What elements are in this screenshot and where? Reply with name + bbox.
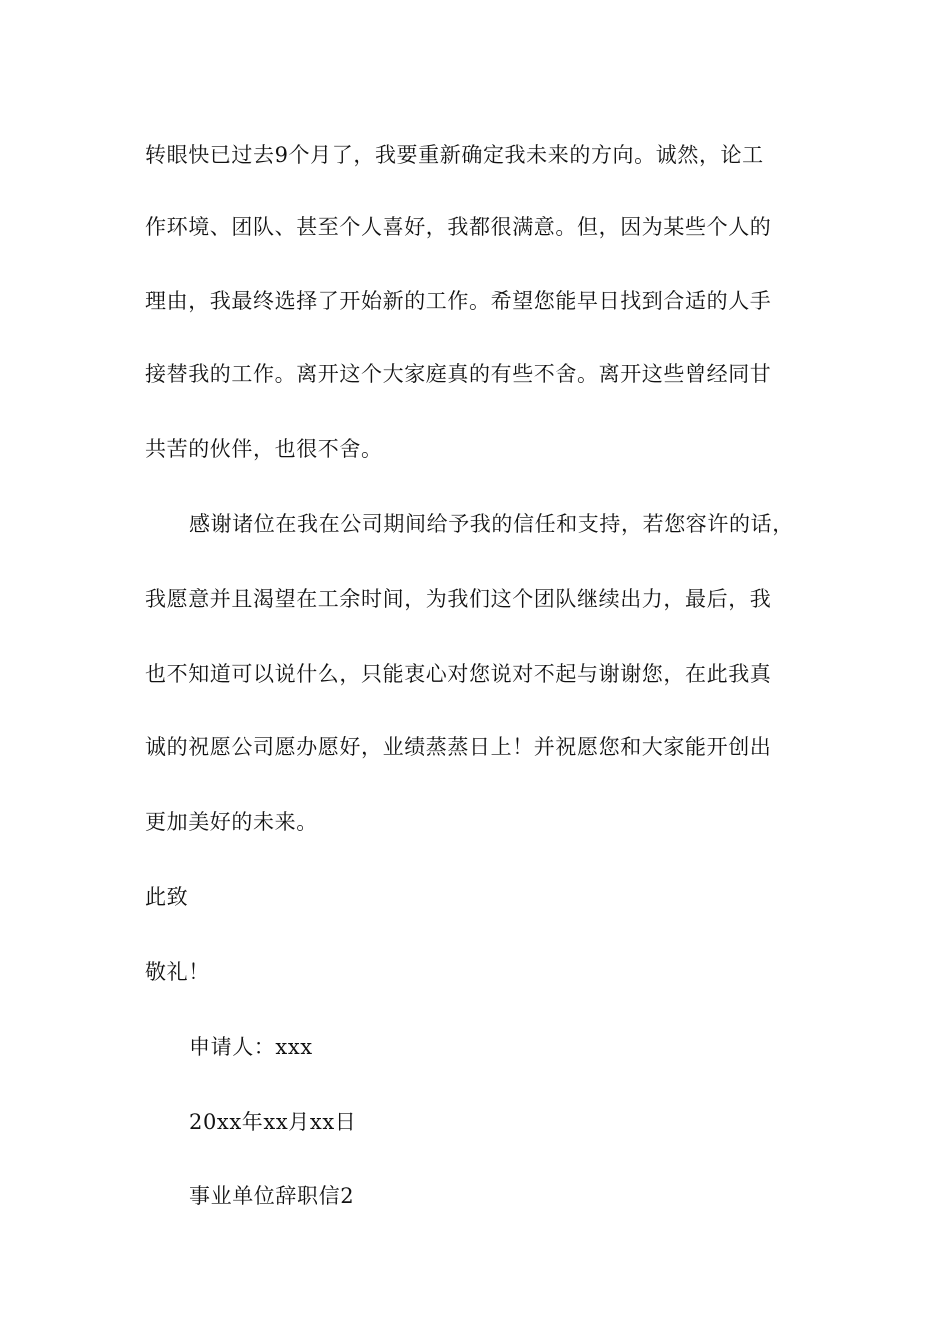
body-text-line: 也不知道可以说什么，只能衷心对您说对不起与谢谢您，在此我真: [145, 662, 772, 686]
paragraph-first-line: 感谢诸位在我在公司期间给予我的信任和支持，若您容许的话，: [189, 512, 794, 536]
letter-date: 20xx年xx月xx日: [189, 1110, 357, 1134]
body-text-line: 转眼快已过去9个月了，我要重新确定我未来的方向。诚然，论工: [145, 143, 764, 167]
applicant-signature: 申请人：xxx: [189, 1035, 313, 1059]
body-text-line: 理由，我最终选择了开始新的工作。希望您能早日找到合适的人手: [145, 289, 772, 313]
body-text-line: 我愿意并且渴望在工余时间，为我们这个团队继续出力，最后，我: [145, 587, 772, 611]
body-text-line: 作环境、团队、甚至个人喜好，我都很满意。但，因为某些个人的: [145, 215, 772, 239]
body-text-line: 共苦的伙伴，也很不舍。: [145, 437, 383, 461]
body-text-line: 诚的祝愿公司愿办愿好，业绩蒸蒸日上！并祝愿您和大家能开创出: [145, 735, 772, 759]
body-text-line: 更加美好的未来。: [145, 810, 318, 834]
closing-salutation: 此致: [145, 885, 189, 909]
closing-regards: 敬礼！: [145, 960, 210, 984]
next-section-title: 事业单位辞职信2: [189, 1184, 355, 1208]
body-text-line: 接替我的工作。离开这个大家庭真的有些不舍。离开这些曾经同甘: [145, 362, 772, 386]
